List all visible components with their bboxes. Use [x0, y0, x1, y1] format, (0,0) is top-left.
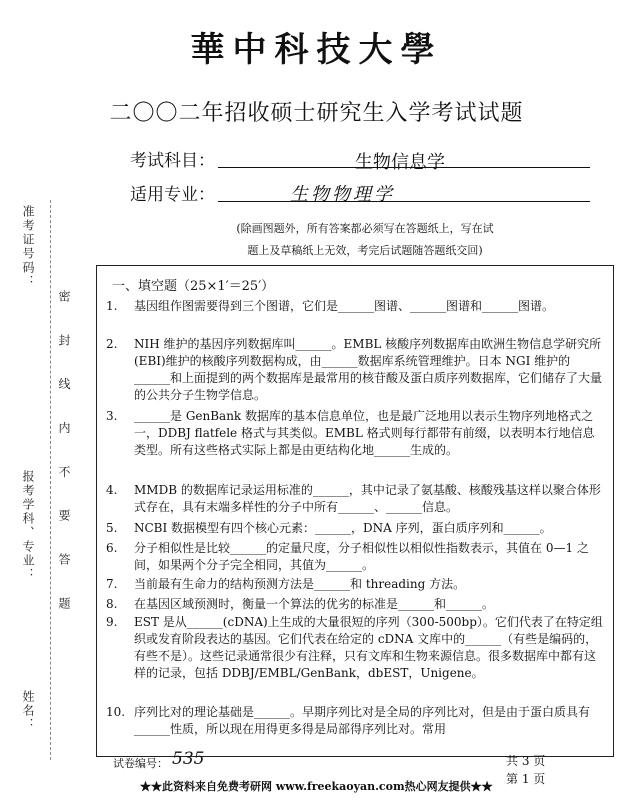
seal-warning: 密 封 线 内 不 要 答 题 [57, 290, 71, 623]
source-footer: ★★此资料来自免费考研网 www.freekaoyan.com热心网友提供★★ [140, 780, 493, 793]
question-text: NCBI 数据模型有四个核心元素：______，DNA 序列，蛋白质序列和______。 [134, 521, 552, 535]
university-name: 華中科技大學 [190, 30, 443, 70]
question-number: 5. [106, 521, 118, 535]
question-3 [106, 408, 606, 459]
major-label: 适用专业： [130, 185, 215, 205]
question-number: 7. [106, 577, 118, 591]
question-number: 1. [106, 299, 118, 313]
question-number: 9. [106, 615, 118, 629]
page-number: 第 1 页 [506, 772, 546, 786]
question-7 [106, 576, 606, 593]
question-10 [106, 704, 606, 738]
question-8 [106, 596, 606, 613]
notice-line-2: 题上及草稿纸上无效，考完后试题随答题纸交回) [247, 244, 483, 257]
major-underline [218, 200, 590, 202]
exam-number-label: 准考证号码： [21, 205, 35, 289]
question-number: 3. [106, 409, 118, 423]
question-text: 分子相似性是比较______的定量尺度，分子相似性以相似性指数表示，其值在 0—1 之间，如果两个分子完全相同，其值为______。 [134, 541, 589, 572]
seal-line [50, 200, 51, 760]
question-text: 当前最有生命力的结构预测方法是______和 threading 方法。 [134, 577, 466, 591]
major-value: 生物物理学 [290, 184, 395, 205]
question-2 [106, 336, 606, 404]
question-text: ______是 GenBank 数据库的基本信息单位，也是最广泛地用以表示生物序列地格式之一，DDBJ flatfele 格式与其类似。EMBL 格式则每行都带有前缀，以表明本行地信息类型。所有这些格式实际上都是由更结构化地______生成的。 [134, 409, 595, 457]
question-text: MMDB 的数据库记录运用标准的______，其中记录了氨基酸、核酸残基这样以聚合体形式存在，具有末端多样性的分子中所有______、______信息。 [134, 483, 601, 514]
paper-code-value: 535 [172, 749, 205, 769]
name-label: 姓名： [21, 690, 35, 732]
question-4 [106, 482, 606, 516]
notice [160, 218, 570, 262]
question-text: 序列比对的理论基础是______。早期序列比对是全局的序列比对，但是由于蛋白质具有______性质，所以现在用得更多得是局部得序列比对。常用 [134, 705, 591, 736]
major-side-label: 报考学科、专业： [21, 470, 35, 582]
question-5 [106, 520, 606, 537]
paper-code-label: 试卷编号： [113, 757, 168, 770]
question-1 [106, 298, 606, 315]
notice-line-1: (除画图题外，所有答案都必须写在答题纸上，写在试 [236, 222, 494, 235]
subject-label: 考试科目： [130, 151, 215, 171]
section-title: 一、填空题（25×1′＝25′） [112, 279, 275, 294]
question-6 [106, 540, 606, 574]
question-number: 2. [106, 337, 118, 351]
question-text: 基因组作图需要得到三个图谱，它们是______图谱、______图谱和______图谱。 [134, 299, 555, 313]
question-text: NIH 维护的基因序列数据库叫______。EMBL 核酸序列数据库由欧洲生物信息学研究所(EBI)维护的核酸序列数据构成，由______数据库系统管理维护。日本 NGI 维护的______和上面提到的两个数据库是最常用的核苷酸及蛋白质序列数据库，它们储存了大量的公共分子生物学信息。 [134, 337, 603, 402]
question-9 [106, 614, 606, 682]
subject-value: 生物信息学 [355, 152, 445, 173]
total-pages: 共 3 页 [506, 754, 546, 768]
question-text: EST 是从______(cDNA)上生成的大量很短的序列（300-500bp）。它们代表了在特定组织或发育阶段表达的基因。它们代表在给定的 cDNA 文库中的______（有些是编码的，有些不是）。这些记录通常很少有注释，只有文库和生物来源信息。很多数据库中都有这样的记录，包括 DDBJ/EMBL/GenBank，dbEST，Unigene。 [134, 615, 603, 680]
question-number: 6. [106, 541, 118, 555]
question-number: 10. [106, 705, 126, 719]
question-number: 8. [106, 597, 118, 611]
question-text: 在基因区域预测时，衡量一个算法的优劣的标准是______和______。 [134, 597, 495, 611]
question-number: 4. [106, 483, 118, 497]
exam-title: 二〇〇二年招收硕士研究生入学考试试题 [109, 101, 524, 126]
page-counter [506, 752, 545, 788]
